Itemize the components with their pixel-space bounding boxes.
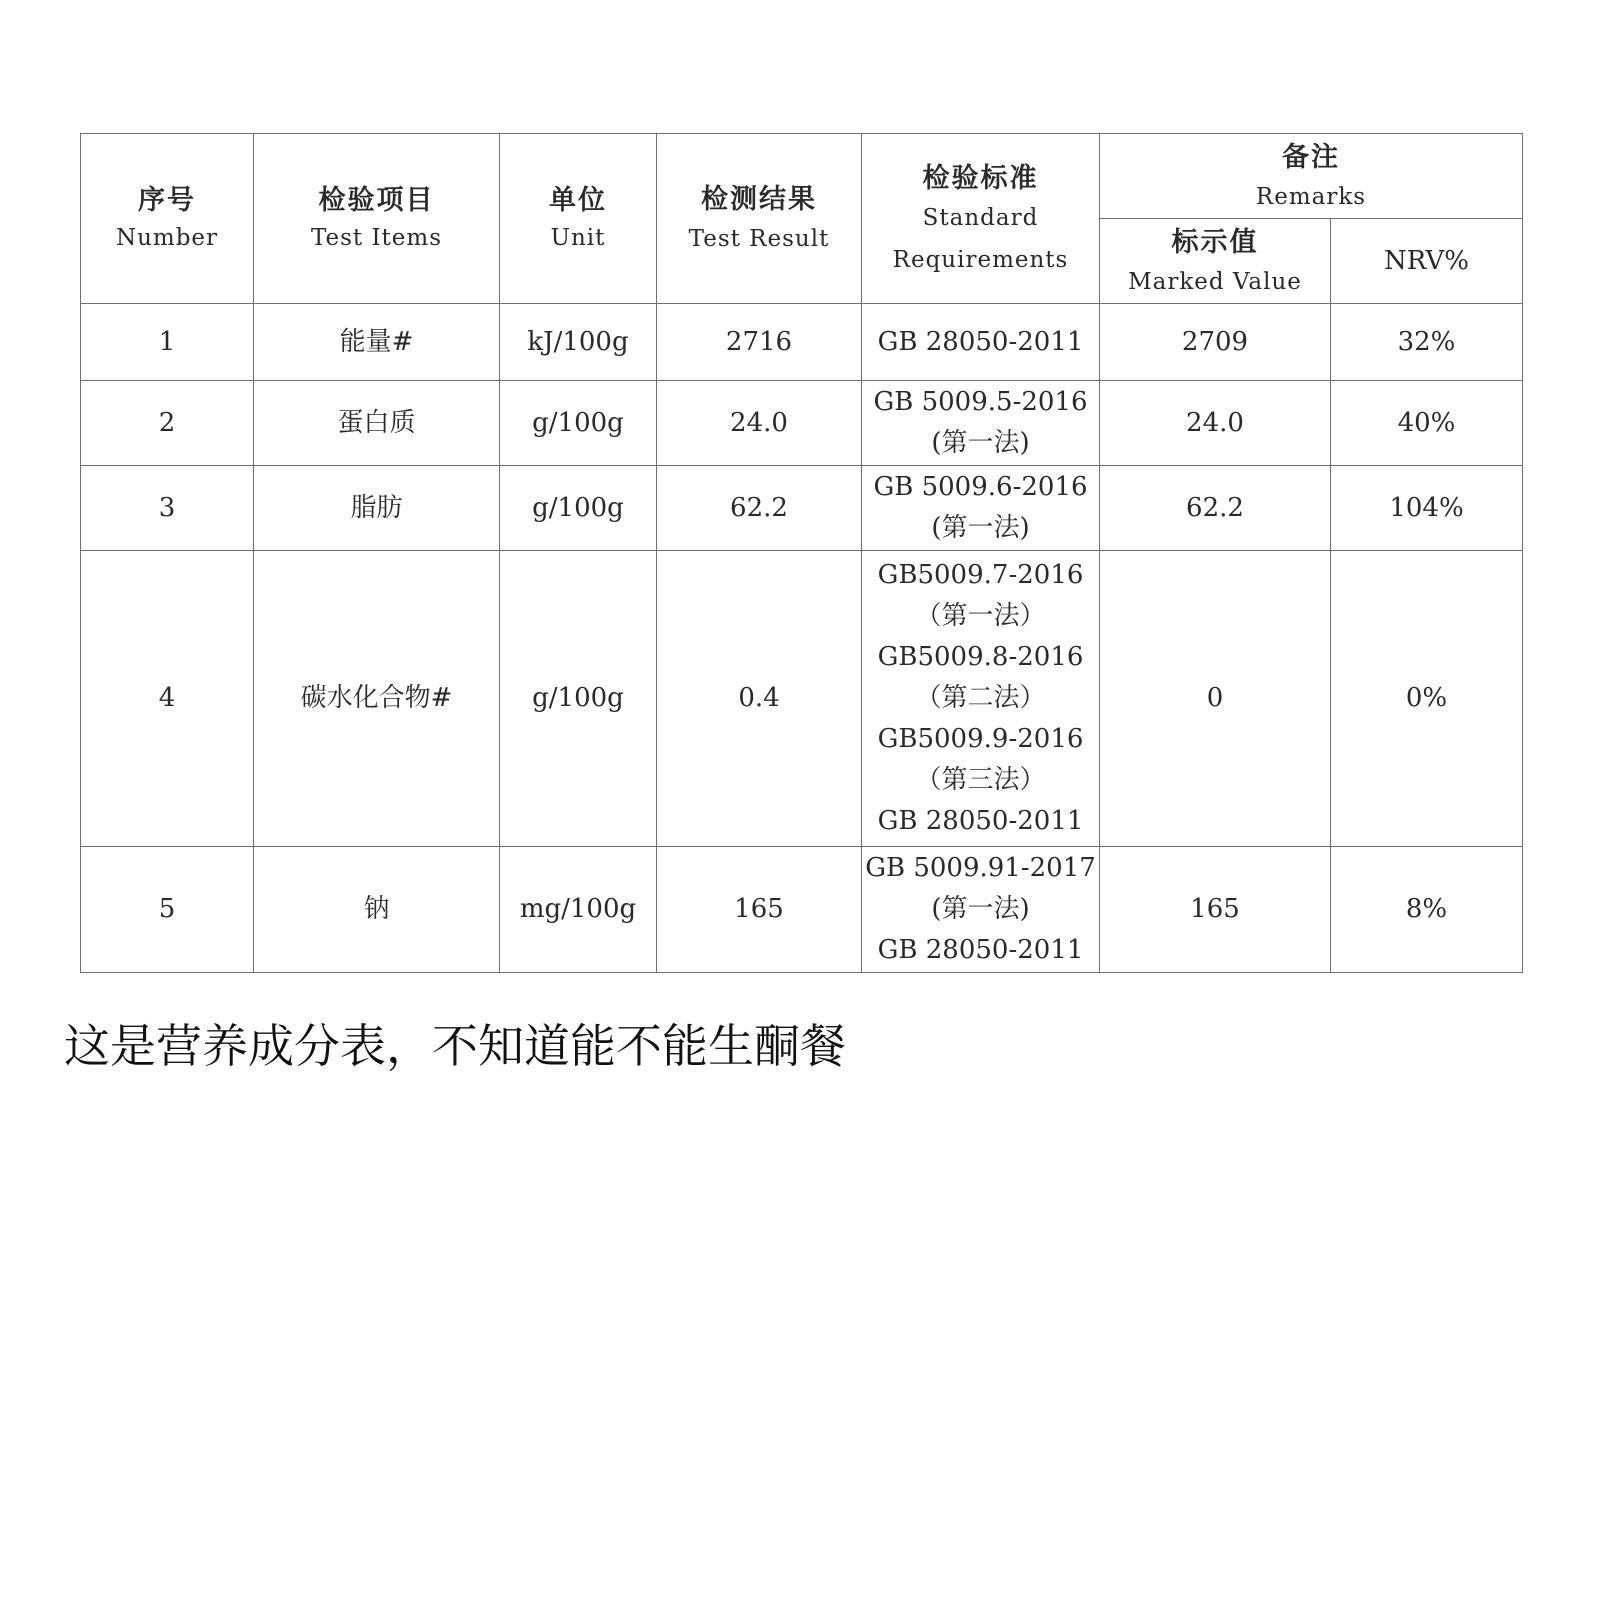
- row-unit: g/100g: [532, 492, 624, 523]
- row-marked-value: 62.2: [1186, 492, 1244, 523]
- row-test-result: 0.4: [738, 683, 780, 714]
- standard-line: (第一法): [931, 513, 1030, 543]
- row-test-result: 2716: [725, 326, 793, 357]
- row-marked-value: 0: [1206, 683, 1224, 714]
- standard-line: （第一法）: [915, 601, 1046, 631]
- standard-line: (第一法): [931, 428, 1030, 458]
- row-nrv: 32%: [1397, 326, 1456, 357]
- row-number: 5: [158, 894, 176, 925]
- standard-line: GB 28050-2011: [877, 935, 1084, 965]
- header-number: [81, 134, 254, 304]
- row-number: 2: [158, 407, 176, 438]
- row-unit: g/100g: [532, 683, 624, 714]
- standard-line: （第三法）: [915, 765, 1046, 795]
- row-test-item: 能量#: [339, 326, 414, 357]
- row-standard: [862, 304, 1100, 381]
- table-row: [81, 551, 1523, 847]
- row-standard: [862, 847, 1100, 973]
- standard-line: GB 5009.5-2016: [873, 387, 1088, 417]
- row-standard: [862, 551, 1100, 847]
- header-test-items-zh: 检验项目: [318, 185, 435, 217]
- row-test-item: 蛋白质: [337, 407, 416, 438]
- row-test-result: 24.0: [730, 407, 788, 438]
- row-test-item: 钠: [363, 894, 390, 925]
- header-marked-value-en: Marked Value: [1128, 268, 1302, 295]
- header-remarks: [1100, 134, 1523, 219]
- header-standard-zh: 检验标准: [922, 162, 1039, 194]
- table-row: [81, 381, 1523, 466]
- header-marked-value-zh: 标示值: [1171, 226, 1259, 258]
- row-unit: kJ/100g: [527, 326, 629, 357]
- row-nrv: 104%: [1389, 492, 1464, 523]
- row-number: 3: [158, 492, 176, 523]
- header-unit: [500, 134, 657, 304]
- row-standard: [862, 466, 1100, 551]
- row-unit: mg/100g: [519, 894, 637, 925]
- nutrition-test-report-table: [80, 133, 1523, 973]
- header-test-result-zh: 检测结果: [701, 184, 817, 216]
- post-caption: 这是营养成分表，不知道能不能生酮餐: [64, 1019, 846, 1073]
- table-row: [81, 304, 1523, 381]
- row-standard: [862, 381, 1100, 466]
- row-nrv: 40%: [1397, 407, 1456, 438]
- row-test-item: 碳水化合物#: [300, 683, 453, 714]
- header-unit-en: Unit: [550, 225, 606, 251]
- standard-line: GB5009.8-2016: [877, 642, 1084, 672]
- header-standard-en-line1: Standard: [922, 204, 1039, 231]
- header-test-result: [657, 134, 862, 304]
- standard-line: GB5009.9-2016: [877, 724, 1084, 754]
- row-nrv: 0%: [1405, 683, 1448, 714]
- standard-line: GB5009.7-2016: [877, 560, 1084, 590]
- row-nrv: 8%: [1405, 894, 1448, 925]
- row-test-result: 165: [734, 894, 784, 925]
- row-number: 4: [158, 683, 176, 714]
- header-standard: [862, 134, 1100, 304]
- standard-line: GB 28050-2011: [877, 806, 1084, 836]
- header-standard-en-line2: Requirements: [892, 247, 1069, 274]
- row-unit: g/100g: [532, 407, 624, 438]
- header-test-items-en: Test Items: [310, 225, 443, 251]
- header-test-result-en: Test Result: [688, 226, 830, 252]
- header-unit-zh: 单位: [549, 185, 607, 217]
- row-marked-value: 165: [1190, 894, 1240, 925]
- standard-line: （第二法）: [915, 683, 1046, 713]
- header-number-en: Number: [115, 225, 219, 251]
- header-nrv-label: NRV%: [1384, 245, 1469, 276]
- standard-line: (第一法): [931, 894, 1030, 924]
- header-number-zh: 序号: [138, 185, 196, 217]
- table-row: [81, 466, 1523, 551]
- row-marked-value: 2709: [1181, 326, 1249, 357]
- header-test-items: [254, 134, 500, 304]
- header-nrv: [1331, 219, 1523, 304]
- standard-line: GB 28050-2011: [877, 326, 1084, 357]
- standard-line: GB 5009.6-2016: [873, 472, 1088, 502]
- header-remarks-en: Remarks: [1255, 183, 1367, 210]
- row-test-item: 脂肪: [350, 492, 403, 523]
- row-test-result: 62.2: [730, 492, 788, 523]
- header-marked-value: [1100, 219, 1331, 304]
- row-number: 1: [158, 326, 176, 357]
- standard-line: GB 5009.91-2017: [865, 853, 1096, 883]
- table-row: [81, 847, 1523, 973]
- row-marked-value: 24.0: [1186, 407, 1244, 438]
- header-remarks-zh: 备注: [1282, 141, 1340, 173]
